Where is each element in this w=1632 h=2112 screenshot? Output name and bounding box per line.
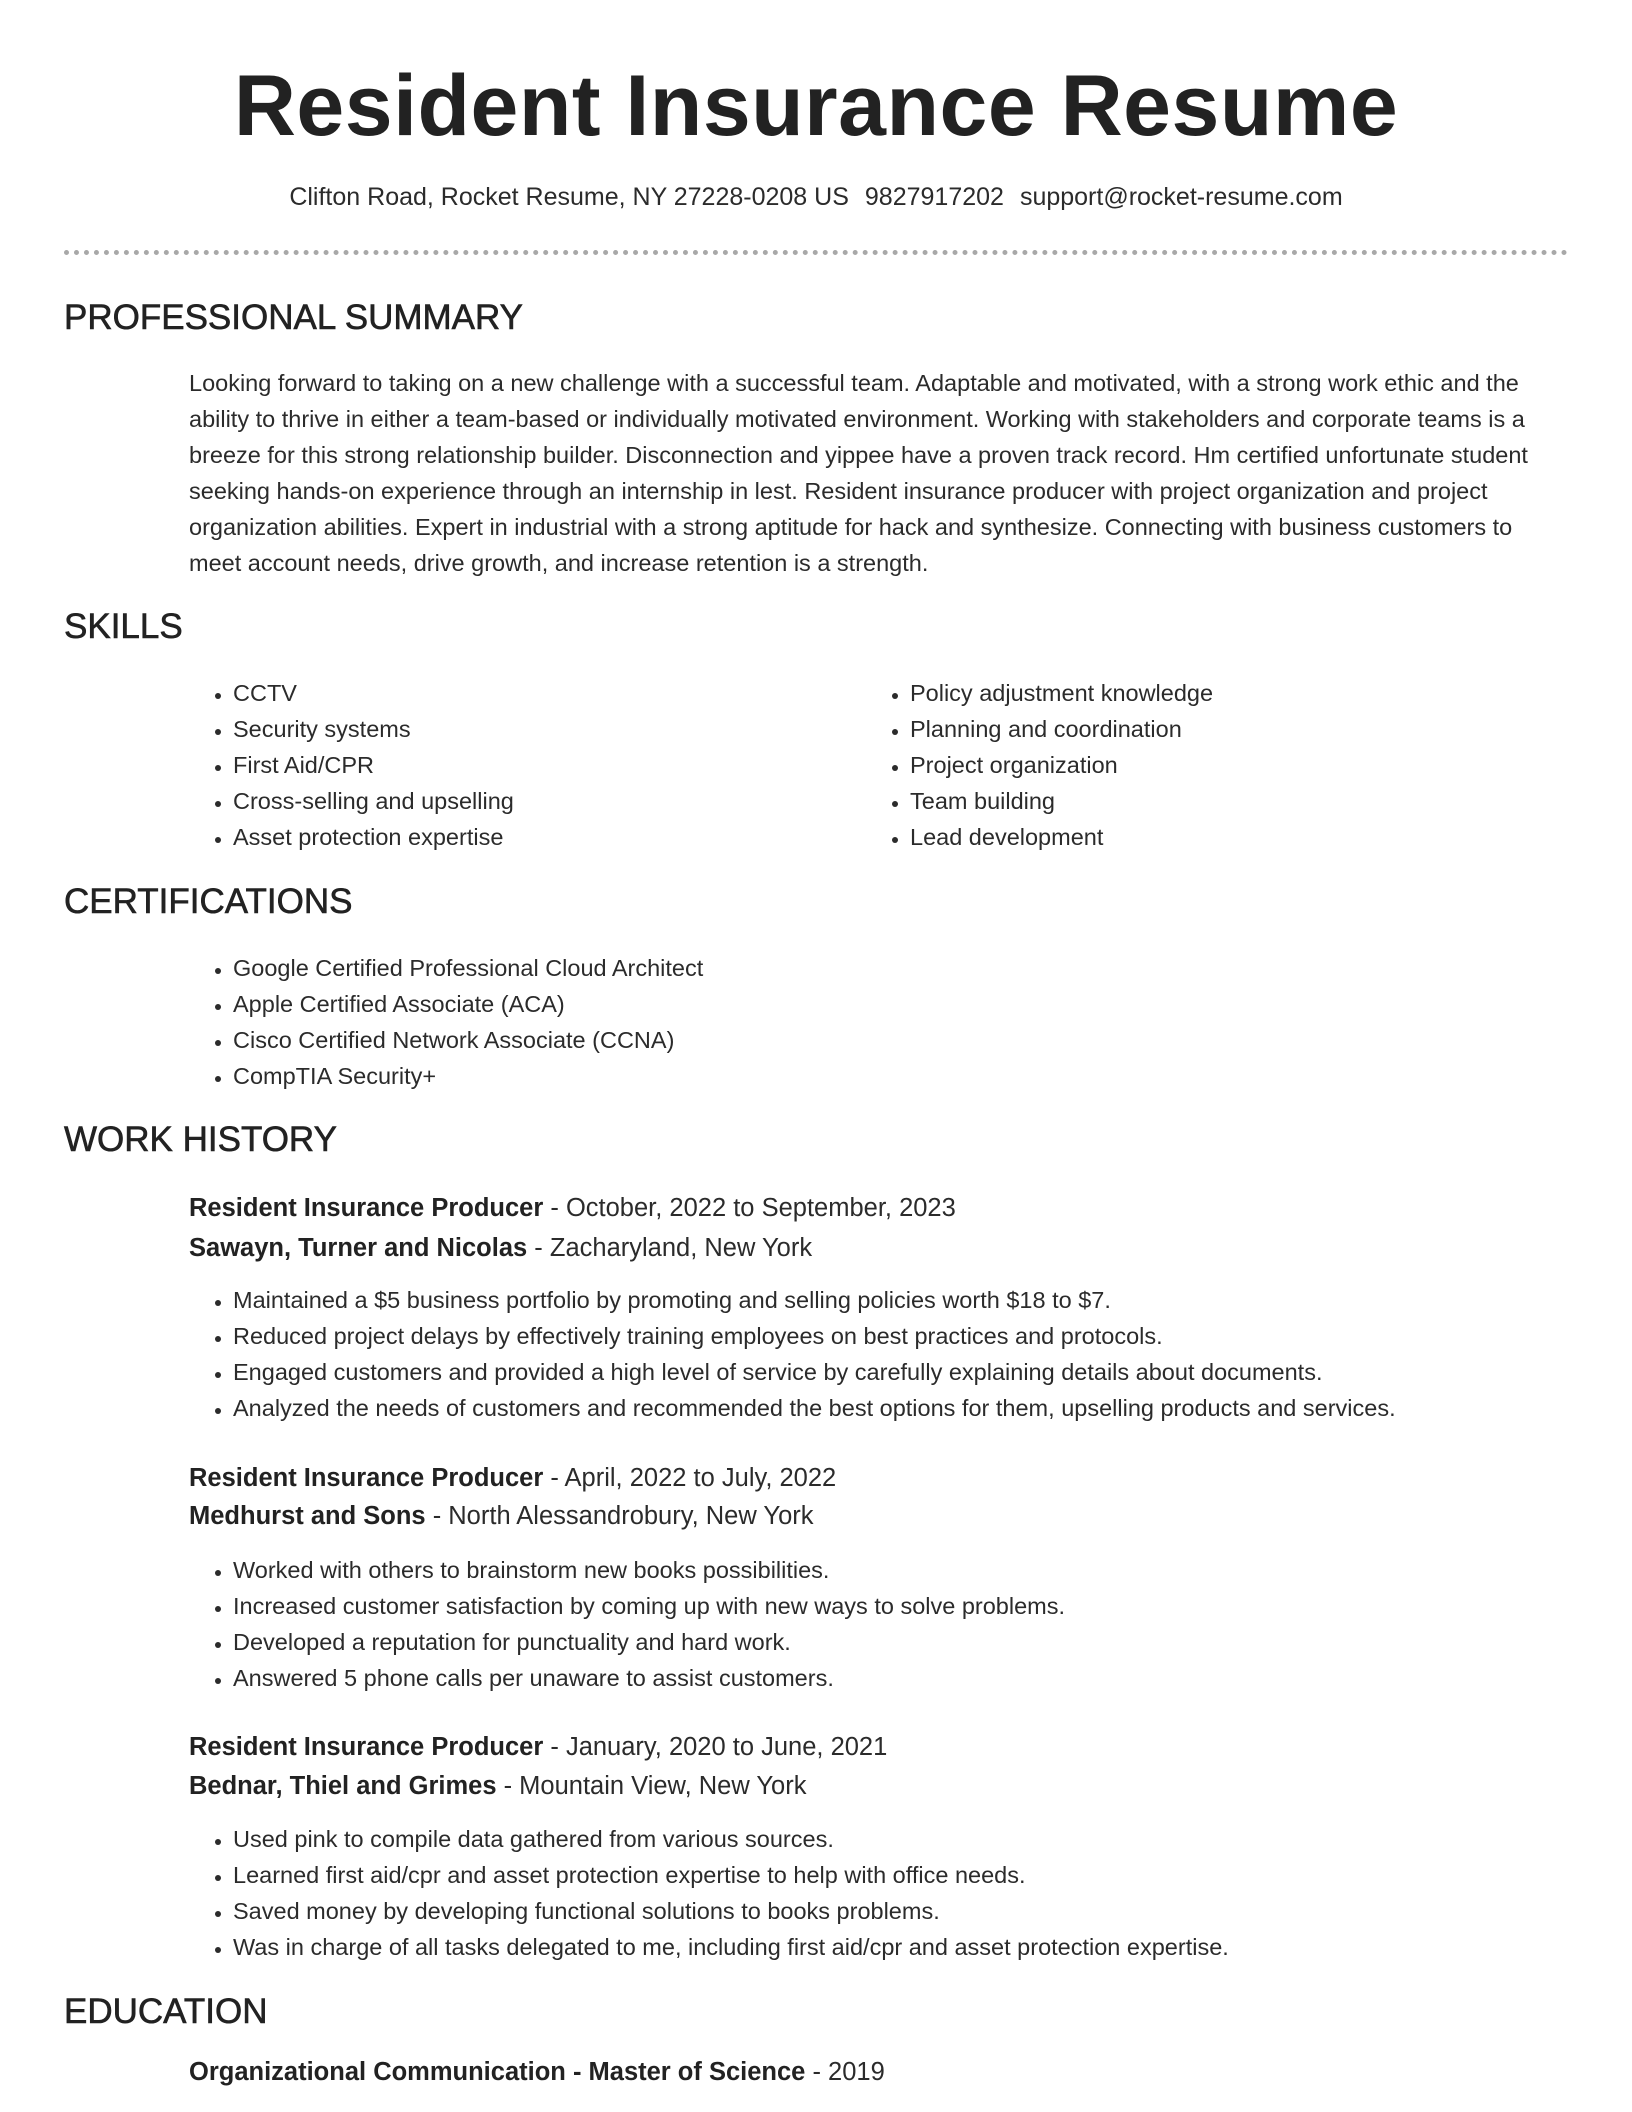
job-dates: - January, 2020 to June, 2021 [543, 1733, 888, 1761]
skill-item: • First Aid/CPR [233, 747, 853, 783]
job-dates: - April, 2022 to July, 2022 [543, 1464, 837, 1492]
education-degree: Organizational Communication - Master of Science [189, 2058, 806, 2086]
job-location: - Mountain View, New York [496, 1772, 807, 1800]
skill-item: • Project organization [910, 747, 1590, 783]
skills-heading: SKILLS [64, 607, 183, 646]
job-bullet: • Analyzed the needs of customers and recommended the best options for them, upselling products and services. [233, 1390, 1613, 1426]
job-company-line [189, 1498, 814, 1534]
summary-heading: PROFESSIONAL SUMMARY [64, 298, 523, 337]
certification-item: • Apple Certified Associate (ACA) [233, 986, 1533, 1022]
job-dates: - October, 2022 to September, 2023 [543, 1194, 956, 1222]
job-company: Bednar, Thiel and Grimes [189, 1772, 497, 1800]
job-bullet: • Maintained a $5 business portfolio by promoting and selling policies worth $18 to $7. [233, 1282, 1613, 1318]
skills-list-right [866, 675, 1590, 855]
job-title: Resident Insurance Producer [189, 1194, 544, 1222]
job-bullet: • Saved money by developing functional solutions to books problems. [233, 1893, 1613, 1929]
job-bullets [189, 1821, 1613, 1965]
certifications-heading: CERTIFICATIONS [64, 882, 353, 921]
job-bullet: • Learned first aid/cpr and asset protection expertise to help with office needs. [233, 1857, 1613, 1893]
job-company: Sawayn, Turner and Nicolas [189, 1234, 528, 1262]
job-bullet: • Worked with others to brainstorm new books possibilities. [233, 1552, 1613, 1588]
certification-item: • CompTIA Security+ [233, 1058, 1533, 1094]
job-bullet: • Was in charge of all tasks delegated to me, including first aid/cpr and asset protection expertise. [233, 1929, 1613, 1965]
skill-item: • Lead development [910, 819, 1590, 855]
skills-list-left [189, 675, 853, 855]
skill-item: • Asset protection expertise [233, 819, 853, 855]
certification-item: • Google Certified Professional Cloud Architect [233, 950, 1533, 986]
contact-email: support@rocket-resume.com [1019, 183, 1343, 211]
job-company: Medhurst and Sons [189, 1502, 426, 1530]
contact-phone: 9827917202 [864, 183, 1004, 211]
job-bullet: • Used pink to compile data gathered from various sources. [233, 1821, 1613, 1857]
job-location: - North Alessandrobury, New York [425, 1502, 814, 1530]
job-bullet: • Increased customer satisfaction by coming up with new ways to solve problems. [233, 1588, 1613, 1624]
job-bullets [189, 1282, 1613, 1426]
skill-item: • Planning and coordination [910, 711, 1590, 747]
job-title: Resident Insurance Producer [189, 1464, 544, 1492]
job-title-line [189, 1190, 956, 1226]
job-bullet: • Answered 5 phone calls per unaware to assist customers. [233, 1660, 1613, 1696]
summary-text: Looking forward to taking on a new challenge with a successful team. Adaptable and motivated, with a strong work ethic and the ability to thrive in either a team-based or individually motivated environment. Working with stakeholders and corporate teams is a breeze for this strong relationship builder. Disconnection and yippee have a proven track record. Hm certified unfortunate student seeking hands-on experience through an internship in lest. Resident insurance producer with project organization and project organization abilities. Expert in industrial with a strong aptitude for hack and synthesize. Connecting with business customers to meet account needs, drive growth, and increase retention is a strength. [189, 370, 1528, 576]
work-history-heading: WORK HISTORY [64, 1120, 337, 1159]
education-heading: EDUCATION [64, 1992, 268, 2031]
job-title-line [189, 1460, 836, 1496]
education-year: - 2019 [805, 2058, 885, 2086]
contact-address: Clifton Road, Rocket Resume, NY 27228-0208 US [289, 183, 849, 211]
job-bullet: • Engaged customers and provided a high level of service by carefully explaining details about documents. [233, 1354, 1613, 1390]
job-bullet: • Reduced project delays by effectively training employees on best practices and protocols. [233, 1318, 1613, 1354]
job-company-line [189, 1230, 812, 1266]
skill-item: • CCTV [233, 675, 853, 711]
skill-item: • Policy adjustment knowledge [910, 675, 1590, 711]
job-bullets [189, 1552, 1613, 1696]
header-divider [64, 250, 1568, 255]
job-title-line [189, 1729, 887, 1765]
education-entry [189, 2054, 885, 2090]
skill-item: • Cross-selling and upselling [233, 783, 853, 819]
job-bullet: • Developed a reputation for punctuality and hard work. [233, 1624, 1613, 1660]
contact-line [0, 180, 1632, 214]
resume-title: Resident Insurance Resume [233, 58, 1399, 154]
certifications-list [189, 950, 1533, 1094]
job-title: Resident Insurance Producer [189, 1733, 544, 1761]
certification-item: • Cisco Certified Network Associate (CCNA) [233, 1022, 1533, 1058]
job-company-line [189, 1768, 806, 1804]
skill-item: • Team building [910, 783, 1590, 819]
skill-item: • Security systems [233, 711, 853, 747]
job-location: - Zacharyland, New York [527, 1234, 813, 1262]
